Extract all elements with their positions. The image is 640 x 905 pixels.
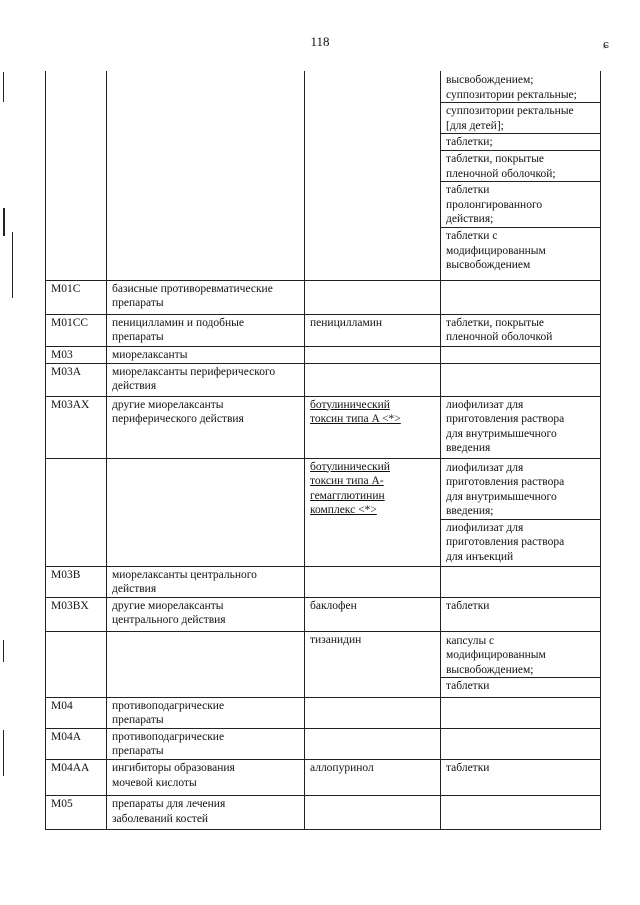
dosage-form-cell: [441, 697, 601, 728]
drug-name: аллопуринол: [310, 762, 374, 775]
drug-table: [45, 71, 601, 830]
drug-name-cell: [305, 363, 441, 396]
drug-name-cell: [305, 728, 441, 759]
table-row: [46, 280, 601, 314]
atc-code: M03BX: [51, 599, 89, 612]
atc-code: M03B: [51, 568, 81, 581]
table-row: [46, 697, 601, 728]
dosage-form: таблетки;: [441, 133, 600, 150]
dosage-form: капсулы с модифицированным высвобождением;: [446, 634, 546, 676]
atc-code: M03AX: [51, 398, 90, 411]
atc-code-cell: [46, 728, 107, 759]
dosage-form: таблетки пролонгированного действия;: [441, 181, 600, 227]
drug-name-link[interactable]: ботулинический токсин типа A- гемагглютинин комплекс <*>: [310, 460, 390, 517]
group-name: базисные противоревматические препараты: [112, 282, 273, 310]
dosage-form-cell: [441, 728, 601, 759]
drug-name-cell: [305, 796, 441, 830]
atc-code-cell: [46, 396, 107, 458]
group-name-cell: [107, 280, 305, 314]
group-name-cell: [107, 396, 305, 458]
dosage-form-cell: [441, 631, 601, 697]
group-name-cell: [107, 363, 305, 396]
table-row: [46, 760, 601, 796]
group-name-cell: [107, 631, 305, 697]
group-name-cell: [107, 796, 305, 830]
dosage-form-cell: [441, 346, 601, 363]
drug-name-cell: [305, 71, 441, 280]
group-name: миорелаксанты периферического действия: [112, 365, 276, 393]
drug-name-cell: [305, 566, 441, 597]
dosage-form-cell: [441, 566, 601, 597]
dosage-form-cell: [441, 363, 601, 396]
dosage-form: таблетки: [446, 762, 490, 775]
drug-name-cell: [305, 458, 441, 566]
scan-mark-left-1: [3, 72, 4, 102]
dosage-form: таблетки с модифицированным высвобождением: [441, 227, 600, 273]
group-name-cell: [107, 346, 305, 363]
drug-name-cell: [305, 280, 441, 314]
group-name-cell: [107, 458, 305, 566]
group-name: миорелаксанты: [112, 348, 188, 361]
table-row: [46, 71, 601, 280]
dosage-form-cell: [441, 71, 601, 280]
group-name-cell: [107, 760, 305, 796]
group-name: пеницилламин и подобные препараты: [112, 316, 244, 344]
atc-code-cell: [46, 631, 107, 697]
drug-name-cell: [305, 597, 441, 631]
table-row: [46, 314, 601, 346]
atc-code-cell: [46, 697, 107, 728]
table-row: [46, 597, 601, 631]
dosage-form-cell: [441, 458, 601, 566]
scan-mark-left-3: [12, 232, 13, 298]
atc-code-cell: [46, 597, 107, 631]
atc-code-cell: [46, 458, 107, 566]
drug-name-cell: [305, 631, 441, 697]
page-number: 118: [310, 34, 330, 49]
atc-code: M04: [51, 699, 73, 712]
corner-mark: ɕ: [603, 36, 609, 51]
group-name-cell: [107, 71, 305, 280]
group-name-cell: [107, 566, 305, 597]
atc-code: M03: [51, 348, 73, 361]
drug-name-link[interactable]: ботулинический токсин типа A <*>: [310, 398, 401, 426]
dosage-form: лиофилизат для приготовления раствора для внутримышечного введения: [446, 398, 565, 455]
group-name-cell: [107, 597, 305, 631]
dosage-form: высвобождением; суппозитории ректальные;: [446, 74, 577, 101]
drug-name: баклофен: [310, 599, 357, 612]
atc-code-cell: [46, 363, 107, 396]
table-row: [46, 631, 601, 697]
dosage-form-cell: [441, 314, 601, 346]
dosage-form-cell: [441, 396, 601, 458]
scan-mark-left-5: [3, 730, 4, 776]
dosage-form: таблетки: [441, 677, 600, 694]
table-row: [46, 363, 601, 396]
drug-name-cell: [305, 346, 441, 363]
atc-code-cell: [46, 566, 107, 597]
group-name: миорелаксанты центрального действия: [112, 568, 257, 596]
group-name: препараты для лечения заболеваний костей: [112, 798, 226, 825]
atc-code: M01CC: [51, 316, 89, 329]
dosage-form-cell: [441, 280, 601, 314]
group-name: противоподагрические препараты: [112, 699, 225, 727]
scan-mark-left-2: [3, 208, 5, 236]
table-row: [46, 728, 601, 759]
atc-code: M05: [51, 798, 73, 811]
atc-code-cell: [46, 760, 107, 796]
drug-name: тизанидин: [310, 633, 362, 646]
atc-code: M04AA: [51, 762, 90, 775]
table-row: [46, 566, 601, 597]
group-name-cell: [107, 697, 305, 728]
dosage-form: таблетки, покрытые пленочной оболочкой: [446, 316, 553, 344]
dosage-form-cell: [441, 597, 601, 631]
dosage-form-cell: [441, 760, 601, 796]
group-name-cell: [107, 728, 305, 759]
group-name: ингибиторы образования мочевой кислоты: [112, 762, 235, 789]
drug-name-cell: [305, 697, 441, 728]
group-name-cell: [107, 314, 305, 346]
dosage-form: таблетки: [446, 599, 490, 612]
drug-name-cell: [305, 760, 441, 796]
table-row: [46, 796, 601, 830]
dosage-form: лиофилизат для приготовления раствора для инъекций: [441, 519, 600, 565]
atc-code-cell: [46, 314, 107, 346]
dosage-form: таблетки, покрытые пленочной оболочкой;: [441, 150, 600, 181]
dosage-form: суппозитории ректальные [для детей];: [441, 102, 600, 133]
group-name: другие миорелаксанты центрального действия: [112, 599, 226, 627]
table-row: [46, 346, 601, 363]
atc-code-cell: [46, 796, 107, 830]
drug-name-cell: [305, 396, 441, 458]
atc-code: M03A: [51, 365, 82, 378]
atc-code-cell: [46, 71, 107, 280]
drug-name: пеницилламин: [310, 316, 383, 329]
atc-code-cell: [46, 346, 107, 363]
atc-code: M04A: [51, 730, 82, 743]
atc-code-cell: [46, 280, 107, 314]
group-name: другие миорелаксанты периферического действия: [112, 398, 244, 426]
dosage-form: лиофилизат для приготовления раствора для внутримышечного введения;: [446, 461, 565, 518]
table-row: [46, 458, 601, 566]
drug-name-cell: [305, 314, 441, 346]
scan-mark-left-4: [3, 640, 4, 662]
group-name: противоподагрические препараты: [112, 730, 225, 758]
atc-code: M01C: [51, 282, 81, 295]
dosage-form-cell: [441, 796, 601, 830]
table-row: [46, 396, 601, 458]
